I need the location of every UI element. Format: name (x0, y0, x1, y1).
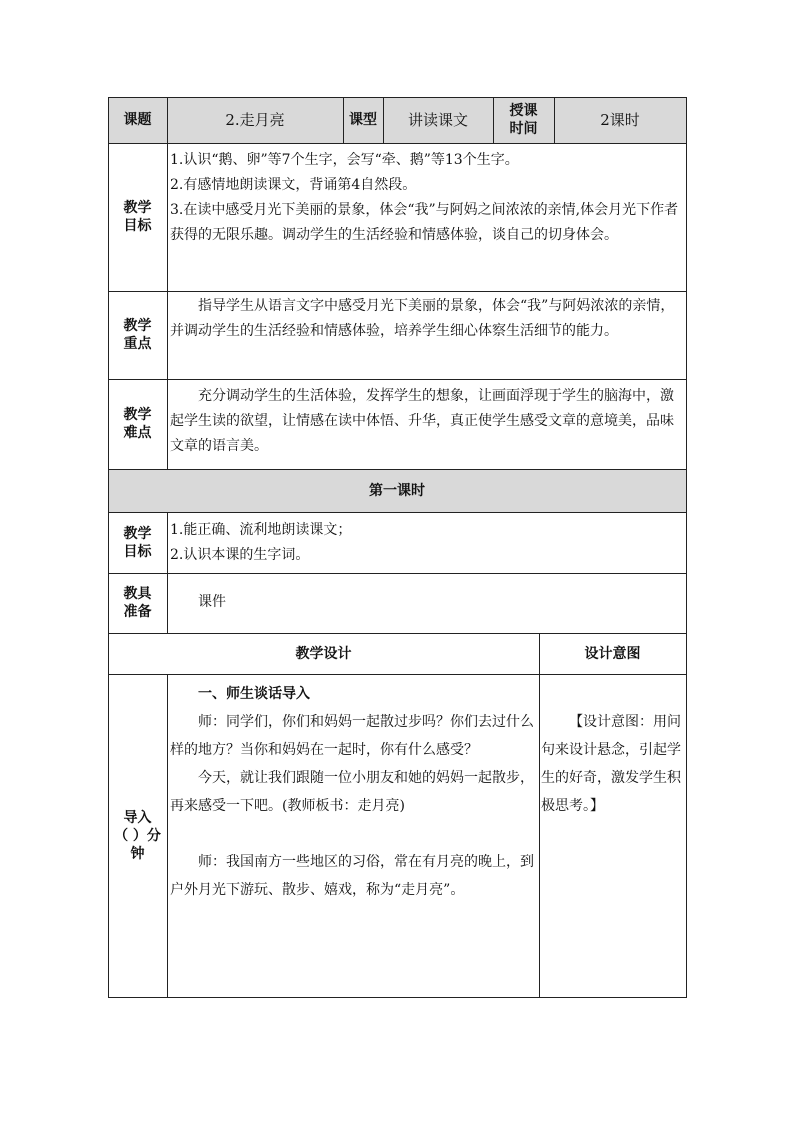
topic-label: 课题 (123, 112, 152, 128)
lesson1-goals-label: 教学 目标 (123, 525, 152, 560)
topic-value: 2.走月亮 (225, 111, 285, 129)
keypoints-label: 教学 重点 (123, 318, 152, 352)
hours-label: 授课 时间 (509, 103, 538, 137)
difficulties-label: 教学 难点 (123, 407, 152, 441)
type-value: 讲读课文 (407, 111, 468, 129)
intro-section-label: 导入 （ ）分 钟 (114, 809, 161, 862)
prep-label: 教具 准备 (123, 586, 152, 620)
goals-label: 教学 目标 (123, 200, 152, 234)
hours-value: 2课时 (600, 111, 640, 129)
type-label: 课型 (349, 112, 377, 128)
design-col-header: 教学设计 (295, 645, 352, 662)
lesson1-goals-content (170, 518, 685, 568)
lesson1-goal-line-2: 2.认识本课的生字词。 (170, 547, 310, 563)
goal-line-1: 1.认识“鹅、卵”等7个生字，会写“牵、鹅”等13个生字。 (170, 152, 519, 168)
keypoints-text: 指导学生从语言文字中感受月光下美丽的景象，体会“我”与阿妈浓浓的亲情，并调动学生的生活经验和情感体验，培养学生细心体察生活细节的能力。 (170, 298, 675, 339)
design-paragraph-2: 今天，就让我们跟随一位小朋友和她的妈妈一起散步，再来感受一下吧。(教师板书：走月亮) (170, 770, 534, 814)
goals-content (170, 148, 685, 248)
intent-content (541, 708, 685, 820)
intent-text: 【设计意图：用问句来设计悬念，引起学生的好奇，激发学生积极思考。】 (541, 714, 681, 814)
design-paragraph-3: 师：我国南方一些地区的习俗，常在有月亮的晚上，到户外月光下游玩、散步、嬉戏，称为“走月亮”。 (170, 854, 534, 898)
prep-value: 课件 (198, 594, 226, 610)
difficulties-text: 充分调动学生的生活体验，发挥学生的想象，让画面浮现于学生的脑海中，激起学生读的欲望，让情感在读中体悟、升华，真正使学生感受文章的意境美，品味文章的语言美。 (170, 388, 674, 454)
goal-line-2: 2.有感情地朗读课文，背诵第4自然段。 (170, 177, 417, 193)
lesson1-title: 第一课时 (369, 482, 425, 499)
intent-col-header: 设计意图 (584, 645, 641, 662)
lesson1-goal-line-1: 1.能正确、流利地朗读课文； (170, 522, 352, 538)
design-heading: 一、师生谈话导入 (198, 686, 310, 702)
difficulties-content (170, 384, 685, 459)
keypoints-content (170, 294, 685, 344)
design-content (170, 680, 537, 904)
goal-line-3: 3.在读中感受月光下美丽的景象，体会“我”与阿妈之间浓浓的亲情,体会月光下作者获得的无限乐趣。调动学生的生活经验和情感体验，谈自己的切身体会。 (170, 202, 679, 243)
design-paragraph-1: 师：同学们，你们和妈妈一起散过步吗？你们去过什么样的地方？当你和妈妈在一起时，你有什么感受？ (170, 714, 534, 758)
